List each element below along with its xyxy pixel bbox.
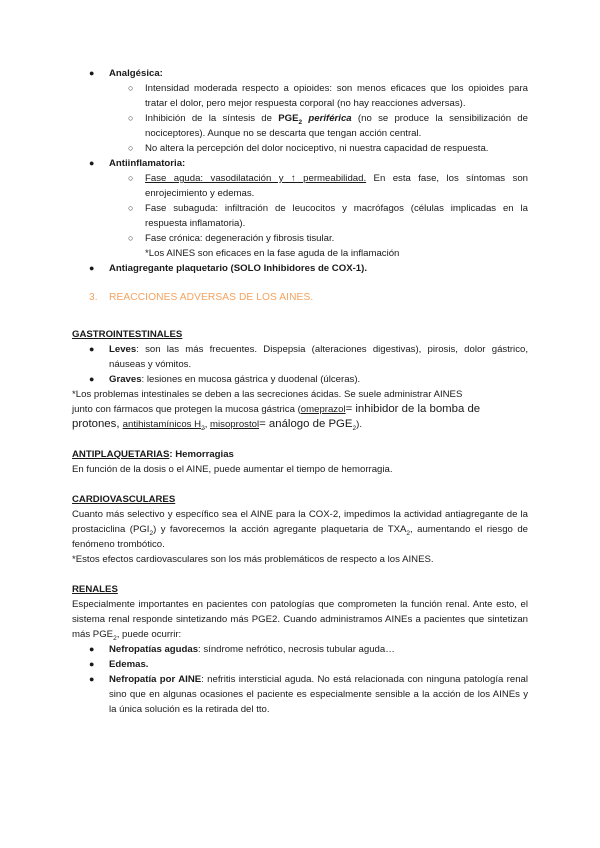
sub-bullet-text: No altera la percepción del dolor nociceptivo, ni nuestra capacidad de respuesta.: [145, 143, 489, 154]
sub-bullet-circle: ○: [128, 143, 134, 153]
cardio-heading: CARDIOVASCULARES: [72, 494, 176, 505]
analgesica-title: Analgésica:: [109, 68, 163, 79]
section-number: 3.: [89, 292, 98, 303]
gastro-note: *Los problemas intestinales se deben a las secreciones ácidas. Se suele administrar AINES: [72, 389, 463, 400]
renales-paragraph: Especialmente importantes en pacientes con patologías que comprometen la función renal. Ante esto, el sistema renal responde sintetizando más PGE2. Cuando administramos AINEs a pacientes que sintetizan más $PGE_2$, puede ocurrir:: [72, 599, 528, 642]
bullet-antiagregante: [72, 261, 528, 276]
bullet-dot: ●: [89, 344, 95, 354]
gastro-heading: GASTROINTESTINALES: [72, 329, 183, 340]
sub-bullet-text: Intensidad moderada respecto a opioides: son menos eficaces que los opioides para tratar el dolor, pero mejor respuesta corporal (no hay reacciones adversas).: [145, 83, 528, 109]
sub-bullet: ○ Fase aguda: vasodilatación y ↑ permeabilidad. En esta fase, los síntomas son enrojecimiento y edemas.: [128, 173, 528, 199]
antiplaq-heading: ANTIPLAQUETARIAS: Hemorragias: [72, 449, 234, 460]
sub-bullet: [72, 201, 528, 231]
sub-bullet: [72, 141, 528, 156]
bullet-graves: ● Graves: lesiones en mucosa gástrica y duodenal (úlceras).: [89, 374, 361, 385]
antiinflamatoria-title: Antiinflamatoria:: [109, 158, 186, 169]
bullet-dot: ●: [89, 263, 95, 273]
bullet-edemas: ● Edemas.: [89, 659, 149, 670]
section-heading: [72, 290, 528, 305]
bullet-nefropatia-aine: ● Nefropatía por AINE: nefritis intersticial aguda. No está relacionada con ninguna patología renal sino que en algunas ocasiones el paciente es especialmente sensible a la acción de los AINEs y la única solución es la retirada del tto.: [89, 674, 529, 715]
bullet-dot: ●: [89, 659, 95, 669]
sub-bullet-circle: ○: [128, 173, 134, 183]
antiagregante-text: Antiagregante plaquetario (SOLO Inhibidores de COX-1).: [109, 263, 367, 274]
section-title: REACCIONES ADVERSAS DE LOS AINES.: [109, 292, 314, 303]
document-page: [72, 66, 528, 717]
sub-bullet-circle: ○: [128, 203, 134, 213]
sub-bullet: [72, 81, 528, 111]
bullet-dot: ●: [89, 674, 95, 684]
bullet-dot: ●: [89, 374, 95, 384]
sub-bullet: [72, 231, 528, 246]
sub-bullet-circle: ○: [128, 233, 134, 243]
gastro-note-3: protones, antihistamínicos $H_2$, misoprostol= análogo de $PGE_2$).: [72, 418, 363, 432]
bullet-antiinflamatoria: [72, 156, 528, 171]
bullet-leves: ● Leves: son las más frecuentes. Dispepsia (alteraciones digestivas), pirosis, dolor gástrico, náuseas y vómitos.: [89, 344, 528, 370]
sub-bullet-circle: ○: [128, 83, 134, 93]
bullet-dot: ●: [89, 68, 95, 78]
antiplaq-text: En función de la dosis o el AINE, puede aumentar el tiempo de hemorragia.: [72, 464, 393, 475]
cardio-paragraph: Cuanto más selectivo y específico sea el AINE para la COX-2, impedimos la actividad antiagregante de la prostaciclina $(PGI_2)$ y favorecemos la acción agregante plaquetaria de $TXA_2$, aumentando el riesgo de fenómeno trombótico.: [72, 509, 528, 550]
gastro-note-2: junto con fármacos que protegen la mucosa gástrica (omeprazol= inhibidor de la bomba de: [72, 403, 481, 415]
sub-bullet: ○ Inhibición de la síntesis de $PGE_2$ periférica (no se produce la sensibilización de nociceptores). Aunque no se descarta que tengan acción central.: [128, 113, 528, 139]
bullet-dot: ●: [89, 644, 95, 654]
bullet-analgesica: [72, 66, 528, 81]
note: *Los AINES son eficaces en la fase aguda de la inflamación: [145, 248, 400, 259]
bullet-nefropatias-agudas: ● Nefropatías agudas: síndrome nefrótico, necrosis tubular aguda…: [89, 644, 395, 655]
cardio-note: *Estos efectos cardiovasculares son los más problemáticos de respecto a los AINES.: [72, 554, 434, 565]
sub-bullet-text: Fase crónica: degeneración y fibrosis tisular.: [145, 233, 335, 244]
sub-bullet-circle: ○: [128, 113, 134, 123]
sub-bullet-text: Fase subaguda: infiltración de leucocitos y macrófagos (células implicadas en la respuesta inflamatoria).: [145, 203, 528, 229]
renales-heading: RENALES: [72, 584, 118, 595]
bullet-dot: ●: [89, 158, 95, 168]
